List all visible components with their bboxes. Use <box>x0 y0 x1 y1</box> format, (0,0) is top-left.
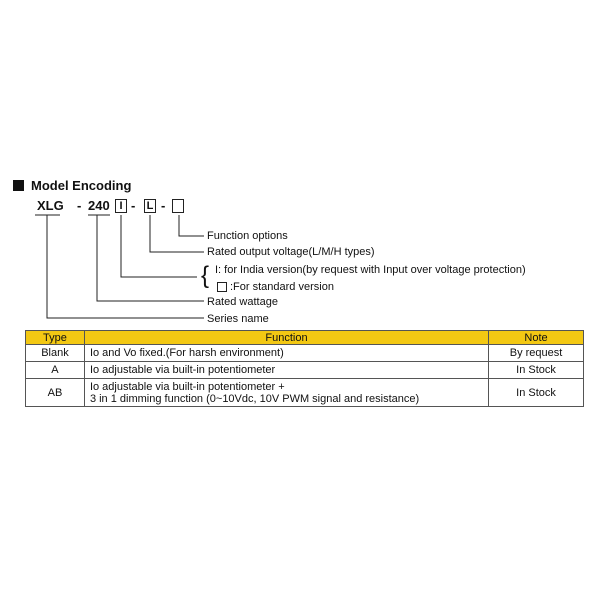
label-series-name: Series name <box>207 313 269 325</box>
cell-function: Io adjustable via built-in potentiometer <box>84 362 488 379</box>
cell-function-line: 3 in 1 dimming function (0~10Vdc, 10V PWM signal and resistance) <box>89 392 420 405</box>
table-row <box>26 345 584 362</box>
cell-note: In Stock <box>489 379 584 407</box>
code-separator-3: - <box>161 198 166 213</box>
code-version-box: I <box>115 199 127 213</box>
label-function-options: Function options <box>207 230 288 242</box>
header-function: Function <box>84 331 488 345</box>
cell-type: A <box>26 362 85 379</box>
label-rated-wattage: Rated wattage <box>207 296 278 308</box>
code-wattage: 240 <box>88 198 110 213</box>
code-separator-1: - <box>77 198 82 213</box>
empty-box-icon <box>217 282 227 292</box>
header-note: Note <box>489 331 584 345</box>
header-type: Type <box>26 331 85 345</box>
code-function-box <box>172 199 184 213</box>
label-rated-output-voltage: Rated output voltage(L/M/H types) <box>207 246 375 258</box>
cell-function <box>84 379 488 407</box>
leader-series <box>47 215 204 318</box>
leader-wattage <box>97 215 204 301</box>
cell-function-line: Io adjustable via built-in potentiometer + <box>89 380 285 393</box>
cell-function: Io and Vo fixed.(For harsh environment) <box>84 345 488 362</box>
section-heading <box>13 178 131 193</box>
leader-voltage <box>150 215 204 252</box>
leader-version <box>121 215 197 277</box>
table-row <box>26 379 584 407</box>
table-row <box>26 362 584 379</box>
bullet-square-icon <box>13 180 24 191</box>
cell-type: Blank <box>26 345 85 362</box>
brace-icon: { <box>201 262 210 289</box>
label-standard-version: :For standard version <box>230 281 334 293</box>
leader-function <box>179 215 204 236</box>
cell-note: In Stock <box>489 362 584 379</box>
function-table <box>25 330 584 407</box>
heading-text: Model Encoding <box>31 178 132 193</box>
cell-note: By request <box>489 345 584 362</box>
code-voltage-box: L <box>144 199 156 213</box>
label-india-version: I: for India version(by request with Input over voltage protection) <box>215 264 526 276</box>
cell-type: AB <box>26 379 85 407</box>
code-separator-2: - <box>131 198 136 213</box>
code-series: XLG <box>37 198 64 213</box>
table-header-row <box>26 331 584 345</box>
